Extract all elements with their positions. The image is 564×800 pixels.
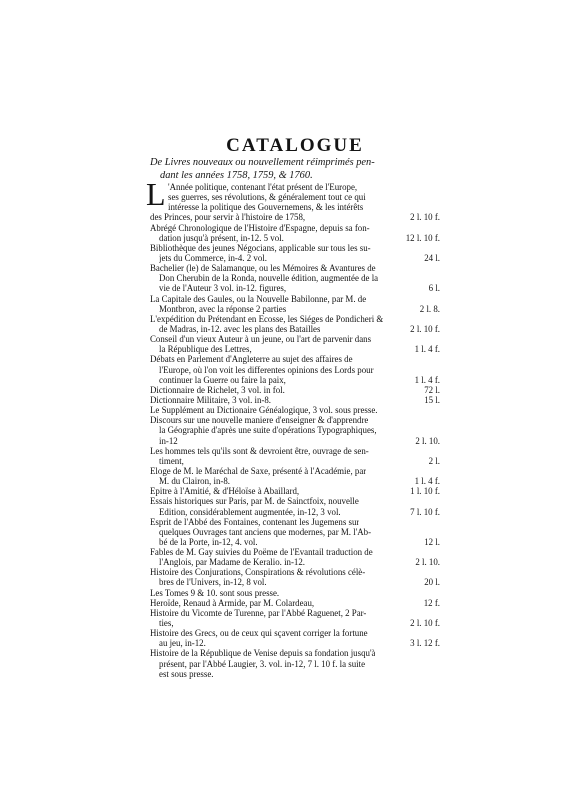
catalogue-line bbox=[150, 314, 440, 324]
catalogue-entries bbox=[150, 182, 440, 679]
entry-text: vie de l'Auteur 3 vol. in-12. figures, bbox=[159, 283, 287, 294]
catalogue-line bbox=[150, 577, 440, 587]
entry-text: L'expédition du Prétendant en Ecosse, les Siéges de Pondicheri & bbox=[150, 313, 384, 324]
entry-text: Epitre à l'Amitié, & d'Héloïse à Abaillard, bbox=[150, 486, 300, 497]
entry-text: Heroïde, Renaud à Armide, par M. Colardeau, bbox=[150, 597, 315, 608]
catalogue-line bbox=[150, 547, 440, 557]
entry-price: 2 l. 10. bbox=[415, 435, 440, 446]
catalogue-line bbox=[150, 567, 440, 577]
catalogue-line bbox=[150, 456, 440, 466]
catalogue-line bbox=[150, 507, 440, 517]
page-title: CATALOGUE bbox=[226, 135, 364, 156]
entry-text: des Princes, pour servir à l'histoire de 1758, bbox=[150, 212, 306, 223]
entry-text: Bibliothèque des jeunes Négocians, applicable sur tous les su- bbox=[150, 242, 371, 253]
entry-price: 1 l. 10 f. bbox=[410, 486, 440, 497]
entry-text: Dictionnaire de Richelet, 3 vol. in fol. bbox=[150, 384, 285, 395]
entry-price: 1 l. 4 f. bbox=[414, 476, 440, 487]
catalogue-line bbox=[150, 405, 440, 415]
catalogue-line bbox=[150, 486, 440, 496]
entry-text: ties, bbox=[159, 618, 174, 629]
entry-text: Esprit de l'Abbé des Fontaines, contenant les Jugemens sur bbox=[150, 516, 360, 527]
entry-price: 2 l. 10. bbox=[415, 557, 440, 568]
entry-text: jets du Commerce, in-4. 2 vol. bbox=[159, 252, 267, 263]
entry-text: Don Cherubin de la Ronda, nouvelle édition, augmentée de la bbox=[159, 273, 379, 284]
catalogue-line bbox=[150, 324, 440, 334]
catalogue-line bbox=[150, 638, 440, 648]
entry-text: la Géographie d'après une suite d'opérations Typographiques, bbox=[159, 425, 377, 436]
entry-text: Dictionnaire Militaire, 3 vol. in-8. bbox=[150, 394, 272, 405]
entry-price: 1 l. 4 f. bbox=[414, 374, 440, 385]
catalogue-line bbox=[150, 527, 440, 537]
catalogue-line bbox=[150, 375, 440, 385]
catalogue-line bbox=[150, 365, 440, 375]
catalogue-line bbox=[150, 395, 440, 405]
entry-price: 12 l. 10 f. bbox=[405, 232, 440, 243]
catalogue-line bbox=[150, 354, 440, 364]
entry-text: l'Europe, où l'on voit les differentes opinions des Lords pour bbox=[159, 364, 374, 375]
entry-price: 20 l. bbox=[424, 577, 440, 588]
entry-price: 6 l. bbox=[428, 283, 440, 294]
catalogue-line bbox=[150, 446, 440, 456]
catalogue-line bbox=[150, 294, 440, 304]
entry-price: 2 l. 10 f. bbox=[410, 212, 440, 223]
entry-price: 2 l. 8. bbox=[419, 303, 440, 314]
entry-text: bres de l'Univers, in-12, 8 vol. bbox=[159, 577, 267, 588]
entry-text: intéresse la politique des Gouvernemens, & les intérêts bbox=[168, 202, 364, 213]
entry-text: Histoire de la République de Venise depuis sa fondation jusqu'à bbox=[150, 648, 376, 659]
entry-text: Discours sur une nouvelle maniere d'enseigner & d'apprendre bbox=[150, 415, 369, 426]
catalogue-line bbox=[150, 608, 440, 618]
subtitle-line: De Livres nouveaux ou nouvellement réimprimés pen- bbox=[150, 157, 375, 168]
entry-text: M. du Clairon, in-8. bbox=[159, 476, 230, 487]
entry-text: Edition, considérablement augmentée, in-12, 3 vol. bbox=[159, 506, 341, 517]
entry-text: Essais historiques sur Paris, par M. de Sainctfoix, nouvelle bbox=[150, 496, 359, 507]
entry-text: quelques Ouvrages tant anciens que modernes, par M. l'Ab- bbox=[159, 526, 372, 537]
entry-text: Les hommes tels qu'ils sont & devroient être, ouvrage de sen- bbox=[150, 445, 369, 456]
catalogue-line bbox=[150, 648, 440, 658]
catalogue-line bbox=[150, 253, 440, 263]
catalogue-line bbox=[150, 537, 440, 547]
subtitle-line: dant les années 1758, 1759, & 1760. bbox=[160, 170, 313, 181]
entry-text: Les Tomes 9 & 10. sont sous presse. bbox=[150, 587, 280, 598]
catalogue-line bbox=[150, 233, 440, 243]
entry-text: Histoire du Vicomte de Turenne, par l'Abbé Raguenet, 2 Par- bbox=[150, 607, 367, 618]
catalogue-line bbox=[150, 557, 440, 567]
entry-text: dation jusqu'à présent, in-12. 5 vol. bbox=[159, 232, 284, 243]
entry-text: est sous presse. bbox=[159, 668, 214, 679]
catalogue-line bbox=[150, 496, 440, 506]
entry-text: Débats en Parlement d'Angleterre au sujet des affaires de bbox=[150, 354, 353, 365]
catalogue-line bbox=[150, 223, 440, 233]
entry-text: bé de la Porte, in-12, 4. vol. bbox=[159, 536, 258, 547]
catalogue-line bbox=[150, 628, 440, 638]
entry-text: Fables de M. Gay suivies du Poëme de l'Evantail traduction de bbox=[150, 547, 373, 558]
catalogue-line bbox=[150, 283, 440, 293]
catalogue-line bbox=[150, 385, 440, 395]
entry-text: in-12 bbox=[159, 435, 178, 446]
catalogue-line bbox=[150, 202, 440, 212]
catalogue-line bbox=[150, 304, 440, 314]
catalogue-line bbox=[150, 466, 440, 476]
entry-price: 24 l. bbox=[424, 252, 440, 263]
catalogue-subtitle bbox=[150, 156, 440, 182]
entry-price: 3 l. 12 f. bbox=[410, 638, 440, 649]
catalogue-line bbox=[150, 243, 440, 253]
entry-text: timent, bbox=[159, 455, 184, 466]
entry-text: présent, par l'Abbé Laugier, 3. vol. in-12, 7 l. 10 f. la suite bbox=[159, 658, 366, 669]
entry-text: la République des Lettres, bbox=[159, 344, 252, 355]
catalogue-line bbox=[150, 415, 440, 425]
entry-price: 2 l. 10 f. bbox=[410, 618, 440, 629]
entry-text: Histoire des Grecs, ou de ceux qui sçavent corriger la fortune bbox=[150, 628, 368, 639]
catalogue-line bbox=[150, 669, 440, 679]
entry-price: 72 l. bbox=[424, 384, 440, 395]
catalogue-line bbox=[150, 212, 440, 222]
catalogue-line bbox=[150, 517, 440, 527]
entry-price: 15 l. bbox=[424, 394, 440, 405]
entry-price: 12 l. bbox=[424, 536, 440, 547]
catalogue-line bbox=[150, 263, 440, 273]
entry-text: Eloge de M. le Maréchal de Saxe, présenté à l'Académie, par bbox=[150, 465, 367, 476]
entry-text: ses guerres, ses révolutions, & généralement tout ce qui bbox=[168, 192, 366, 203]
entry-price: 1 l. 4 f. bbox=[414, 344, 440, 355]
entry-text: 'Année politique, contenant l'état présent de l'Europe, bbox=[168, 182, 358, 192]
entry-text: Abrégé Chronologique de l'Histoire d'Espagne, depuis sa fon- bbox=[150, 222, 370, 233]
entry-text: de Madras, in-12. avec les plans des Batailles bbox=[159, 323, 321, 334]
catalogue-line bbox=[150, 588, 440, 598]
entry-text: continuer la Guerre ou faire la paix, bbox=[159, 374, 286, 385]
catalogue-line bbox=[150, 476, 440, 486]
entry-text: l'Anglois, par Madame de Keralio. in-12. bbox=[159, 557, 306, 568]
catalogue-line bbox=[150, 182, 440, 192]
catalogue-line bbox=[150, 659, 440, 669]
catalogue-line bbox=[150, 192, 440, 202]
catalogue-line bbox=[150, 436, 440, 446]
entry-text: Conseil d'un vieux Auteur à un jeune, ou l'art de parvenir dans bbox=[150, 334, 372, 345]
catalogue-line bbox=[150, 344, 440, 354]
entry-text: au jeu, in-12. bbox=[159, 638, 206, 649]
entry-price: 7 l. 10 f. bbox=[410, 506, 440, 517]
entry-text: La Capitale des Gaules, ou la Nouvelle Babilonne, par M. de bbox=[150, 293, 367, 304]
entry-text: Le Supplément au Dictionaire Généalogique, 3 vol. sous presse. bbox=[150, 405, 378, 416]
drop-capital: L bbox=[146, 176, 166, 212]
catalogue-line bbox=[150, 425, 440, 435]
entry-text: Bachelier (le) de Salamanque, ou les Mémoires & Avantures de bbox=[150, 263, 376, 274]
catalogue-line bbox=[150, 598, 440, 608]
entry-price: 2 l. bbox=[428, 455, 440, 466]
entry-price: 2 l. 10 f. bbox=[410, 323, 440, 334]
catalogue-line bbox=[150, 618, 440, 628]
catalogue-line bbox=[150, 334, 440, 344]
catalogue-line bbox=[150, 273, 440, 283]
entry-price: 12 f. bbox=[423, 597, 440, 608]
entry-text: Histoire des Conjurations, Conspirations & révolutions célè- bbox=[150, 567, 366, 578]
entry-text: Montbron, avec la réponse 2 parties bbox=[159, 303, 287, 314]
